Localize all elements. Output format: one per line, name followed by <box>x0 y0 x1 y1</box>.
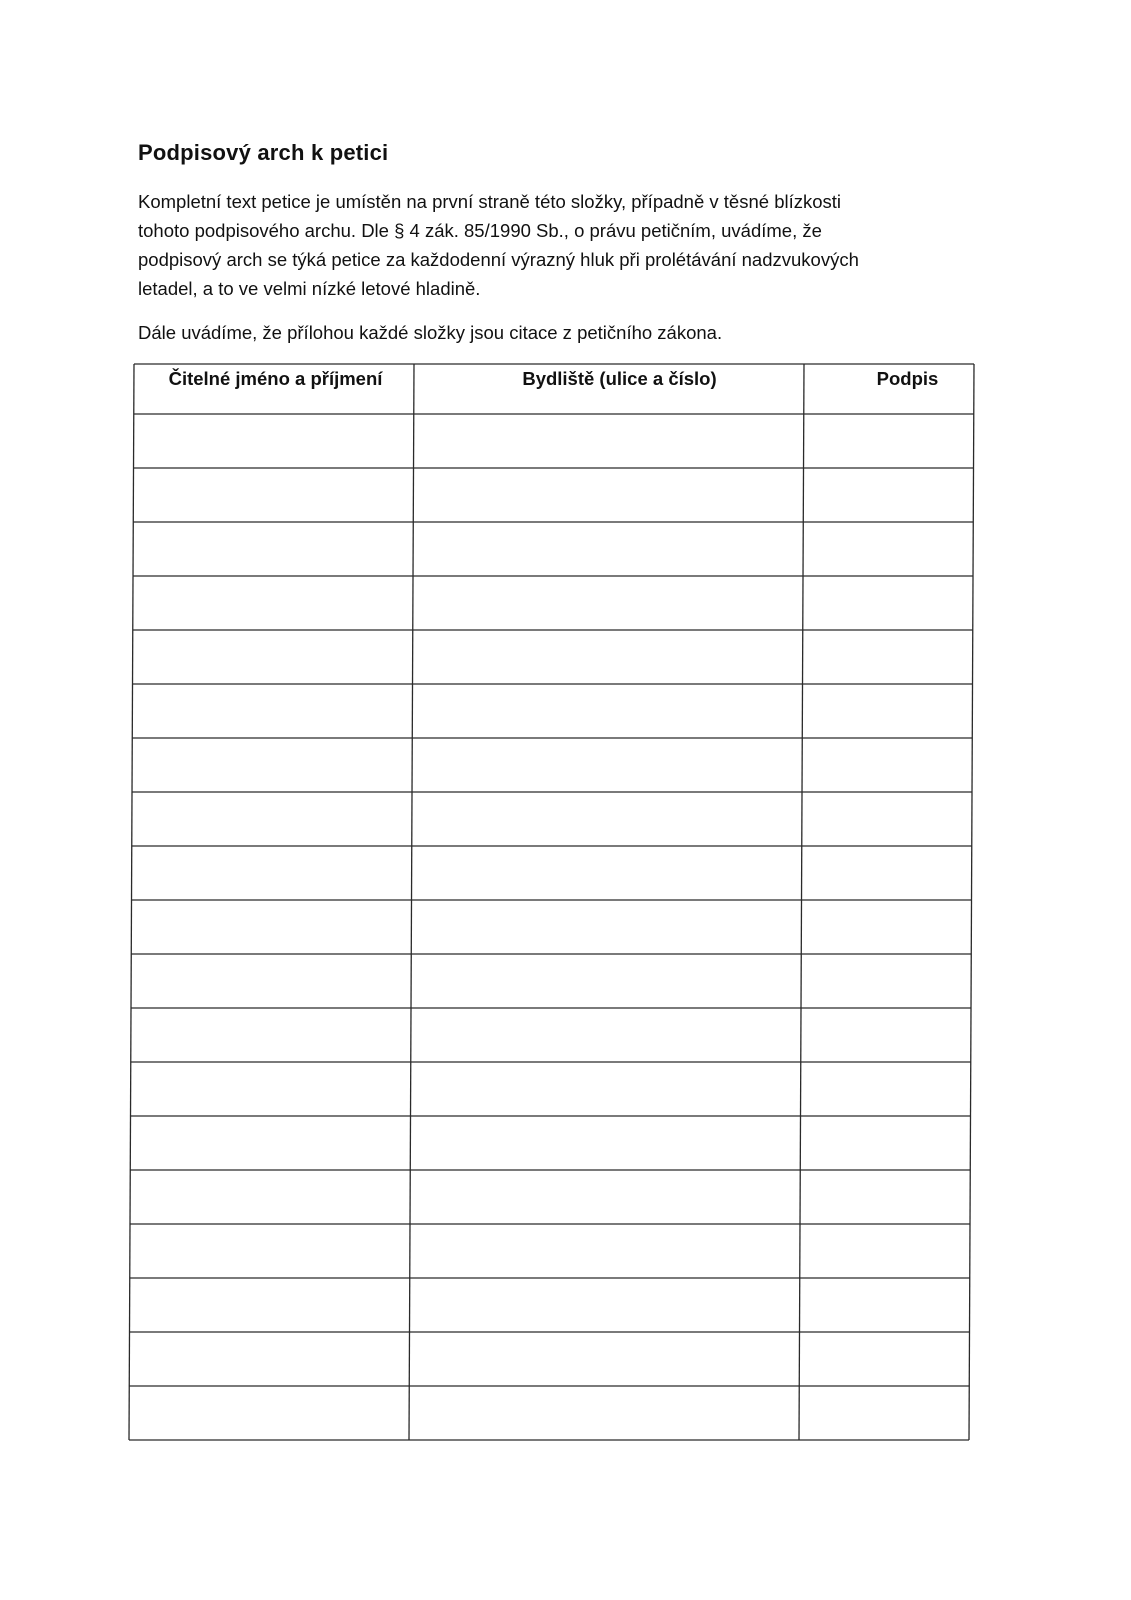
signature-cell[interactable] <box>802 1334 968 1384</box>
address-cell[interactable] <box>413 956 799 1006</box>
name-cell[interactable] <box>132 1172 408 1222</box>
signature-cell[interactable] <box>805 632 971 682</box>
signature-cell[interactable] <box>805 578 971 628</box>
signature-table <box>132 364 997 1464</box>
name-cell[interactable] <box>134 902 410 952</box>
address-cell[interactable] <box>415 578 801 628</box>
address-cell[interactable] <box>413 1010 799 1060</box>
attachment-note: Dále uvádíme, že přílohou každé složky jsou citace z petičního zákona. <box>138 322 723 343</box>
address-cell[interactable] <box>414 794 800 844</box>
name-cell[interactable] <box>132 1280 408 1330</box>
address-cell[interactable] <box>414 902 800 952</box>
address-cell[interactable] <box>416 470 802 520</box>
address-cell[interactable] <box>415 686 801 736</box>
signature-cell[interactable] <box>804 902 970 952</box>
signature-cell[interactable] <box>806 470 972 520</box>
intro-line: Kompletní text petice je umístěn na první straně této složky, případně v těsné blízkosti <box>138 191 842 212</box>
name-cell[interactable] <box>135 524 411 574</box>
signature-cell[interactable] <box>804 848 970 898</box>
address-cell[interactable] <box>411 1388 797 1438</box>
name-cell[interactable] <box>136 416 412 466</box>
address-cell[interactable] <box>413 1064 799 1114</box>
signature-cell[interactable] <box>803 1010 969 1060</box>
name-cell[interactable] <box>133 956 409 1006</box>
name-cell[interactable] <box>135 686 411 736</box>
name-cell[interactable] <box>132 1334 408 1384</box>
address-cell[interactable] <box>412 1280 798 1330</box>
address-cell[interactable] <box>415 632 801 682</box>
address-cell[interactable] <box>414 740 800 790</box>
name-cell[interactable] <box>134 848 410 898</box>
signature-cell[interactable] <box>802 1172 968 1222</box>
address-cell[interactable] <box>415 524 801 574</box>
signature-cell[interactable] <box>803 1064 969 1114</box>
address-cell[interactable] <box>416 416 802 466</box>
name-cell[interactable] <box>131 1388 407 1438</box>
signature-cell[interactable] <box>805 524 971 574</box>
column-header-address: Bydliště (ulice a číslo) <box>522 368 717 389</box>
signature-cell[interactable] <box>805 686 971 736</box>
name-cell[interactable] <box>135 632 411 682</box>
address-cell[interactable] <box>413 1118 799 1168</box>
name-cell[interactable] <box>133 1064 409 1114</box>
intro-paragraph <box>138 187 958 303</box>
name-cell[interactable] <box>134 740 410 790</box>
address-cell[interactable] <box>412 1226 798 1276</box>
signature-cell[interactable] <box>802 1280 968 1330</box>
signature-cell[interactable] <box>802 1226 968 1276</box>
intro-line: podpisový arch se týká petice za každodenní výrazný hluk při prolétávání nadzvukových <box>138 249 859 270</box>
signature-cell[interactable] <box>804 794 970 844</box>
signature-cell[interactable] <box>803 956 969 1006</box>
page-title: Podpisový arch k petici <box>138 140 389 165</box>
name-cell[interactable] <box>134 794 410 844</box>
name-cell[interactable] <box>133 1118 409 1168</box>
name-cell[interactable] <box>135 578 411 628</box>
address-cell[interactable] <box>412 1334 798 1384</box>
intro-line: tohoto podpisového archu. Dle § 4 zák. 85/1990 Sb., o právu petičním, uvádíme, že <box>138 220 822 241</box>
name-cell[interactable] <box>136 470 412 520</box>
signature-cell[interactable] <box>801 1388 967 1438</box>
column-header-signature: Podpis <box>876 368 939 389</box>
signature-cell[interactable] <box>803 1118 969 1168</box>
signature-cell[interactable] <box>804 740 970 790</box>
intro-line: letadel, a to ve velmi nízké letové hladině. <box>138 278 481 299</box>
name-cell[interactable] <box>133 1010 409 1060</box>
name-cell[interactable] <box>132 1226 408 1276</box>
address-cell[interactable] <box>414 848 800 898</box>
signature-cell[interactable] <box>806 416 972 466</box>
address-cell[interactable] <box>412 1172 798 1222</box>
column-header-name: Čitelné jméno a příjmení <box>168 368 383 389</box>
